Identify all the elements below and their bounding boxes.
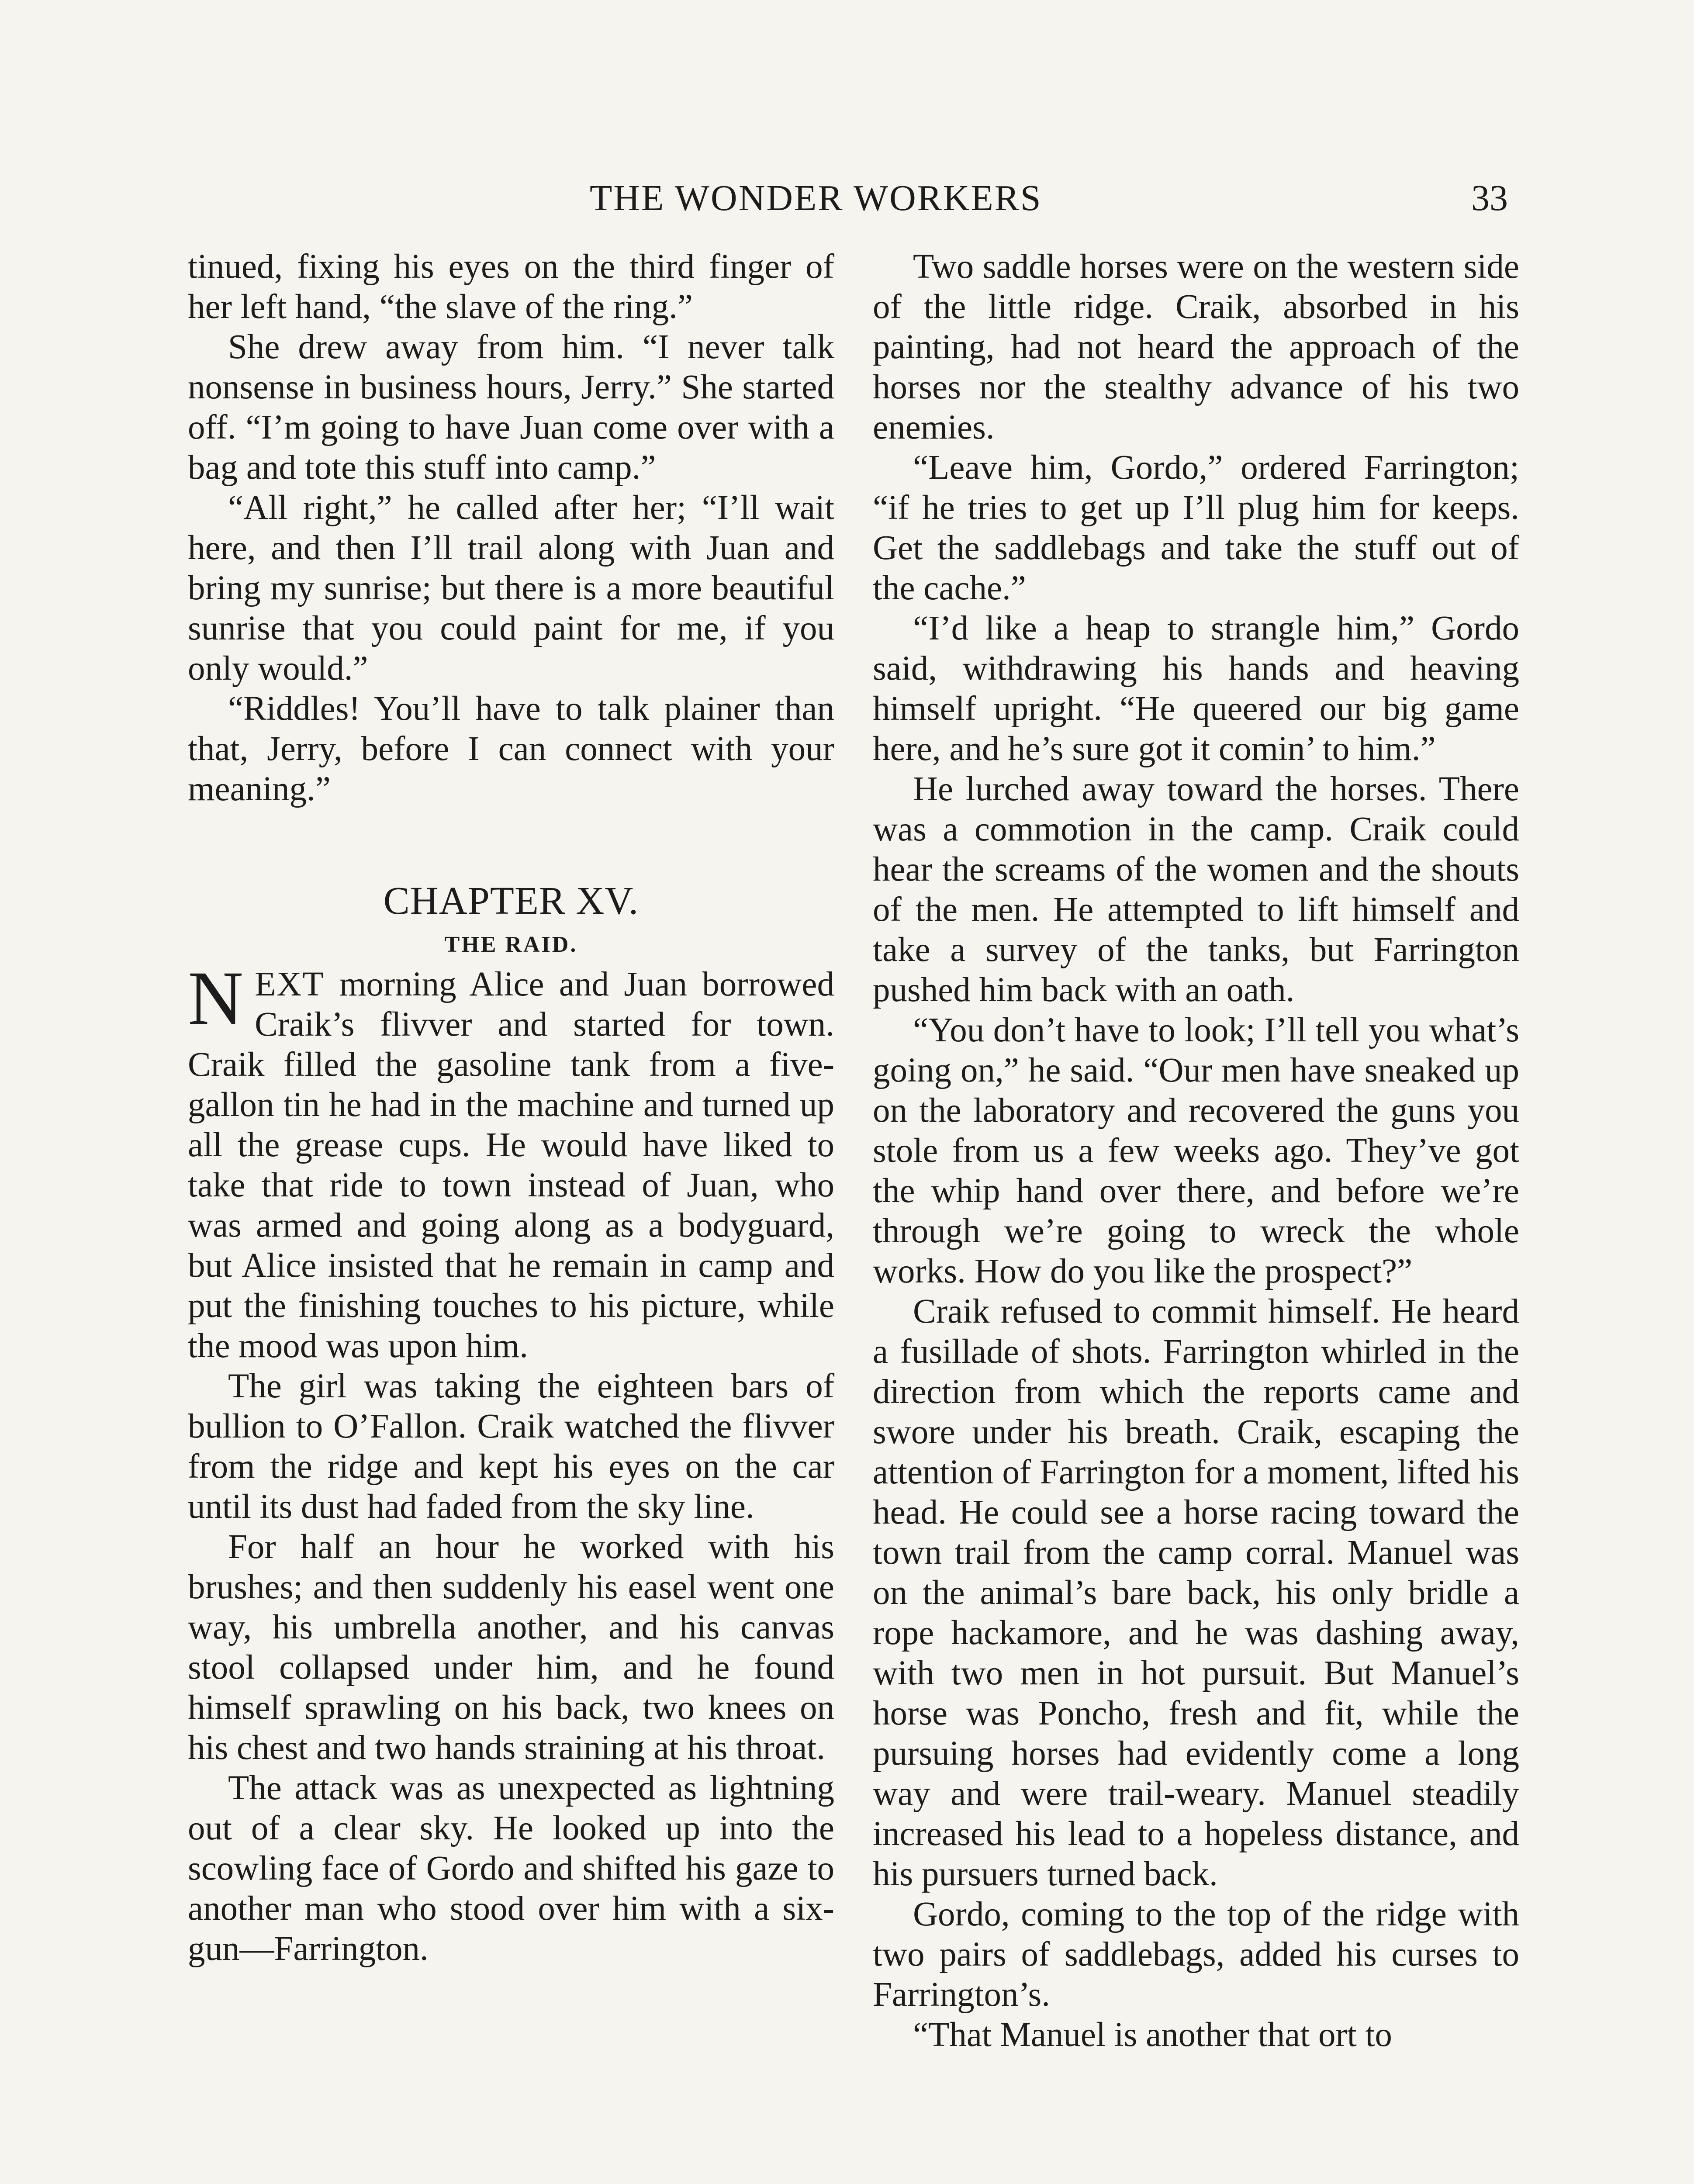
paragraph: For half an hour he worked with his brushes; and then suddenly his easel went one way, his umbrella another, and his canvas stool collapsed under him, and he found himself sprawling on his back, two knees on his chest and two hands straining at his throat. (188, 1528, 834, 1767)
paragraph: “That Manuel is another that ort to (913, 2016, 1392, 2054)
chapter-title: CHAPTER XV. (383, 879, 639, 923)
opening-small-caps: EXT (255, 965, 325, 1003)
paragraph: “All right,” he called after her; “I’ll wait here, and then I’ll trail along with Juan and bring my sunrise; but there is a more beautiful sunrise that you could paint for me, if you only would.” (188, 489, 834, 688)
chapter-subtitle: THE RAID. (444, 932, 578, 957)
paragraph: “I’d like a heap to strangle him,” Gordo said, withdrawing his hands and heaving himself upright. “He queered our big game here, and he’s sure got it comin’ to him.” (873, 609, 1519, 768)
paragraph: “Leave him, Gordo,” ordered Farrington; “if he tries to get up I’ll plug him for keeps. Get the saddlebags and take the stuff out of the cache.” (873, 449, 1519, 607)
paragraph: Two saddle horses were on the western side of the little ridge. Craik, absorbed in his painting, had not heard the approach of the horses nor the stealthy advance of his two enemies. (873, 248, 1519, 446)
opening-text: morning Alice and Juan borrowed Craik’s flivver and started for town. Craik filled the gasoline tank from a five-gallon tin he had in the machine and turned up all the grease cups. He would have liked to take that ride to town instead of Juan, who was armed and going along as a bodyguard, but Alice insisted that he remain in camp and put the finishing touches to his picture, while the mood was upon him. (188, 965, 834, 1365)
chapter-opening-paragraph (188, 956, 834, 1366)
paragraph: “Riddles! You’ll have to talk plainer than that, Jerry, before I can connect with your meaning.” (188, 690, 834, 808)
paragraph: Craik refused to commit himself. He heard a fusillade of shots. Farrington whirled in the direction from which the reports came and swore under his breath. Craik, escaping the attention of Farrington for a moment, lifted his head. He could see a horse racing toward the town trail from the camp corral. Manuel was on the animal’s bare back, his only bridle a rope hackamore, and he was dashing away, with two men in hot pursuit. But Manuel’s horse was Poncho, fresh and fit, while the pursuing horses had evidently come a long way and were trail-weary. Manuel steadily increased his lead to a hopeless distance, and his pursuers turned back. (873, 1292, 1519, 1893)
paragraph: Gordo, coming to the top of the ridge with two pairs of saddlebags, added his curses to Farrington’s. (873, 1895, 1519, 2014)
page-header (0, 177, 1694, 225)
paragraph: The attack was as unexpected as lightning out of a clear sky. He looked up into the scowling face of Gordo and shifted his gaze to another man who stood over him with a six-gun—Farrington. (188, 1769, 834, 1968)
page-number: 33 (1471, 178, 1508, 218)
drop-cap: N (188, 956, 244, 1041)
paragraph: “You don’t have to look; I’ll tell you what’s going on,” he said. “Our men have sneaked up on the laboratory and recovered the guns you stole from us a few weeks ago. They’ve got the whip hand over there, and before we’re through we’re going to wreck the whole works. How do you like the prospect?” (873, 1011, 1519, 1290)
paragraph: She drew away from him. “I never talk nonsense in business hours, Jerry.” She started off. “I’m going to have Juan come over with a bag and tote this stuff into camp.” (188, 328, 834, 487)
left-column (188, 247, 834, 2184)
paragraph: The girl was taking the eighteen bars of bullion to O’Fallon. Craik watched the flivver from the ridge and kept his eyes on the car until its dust had faded from the sky line. (188, 1367, 834, 1526)
running-title: THE WONDER WORKERS (590, 178, 1042, 218)
paragraph: He lurched away toward the horses. There was a commotion in the camp. Craik could hear the screams of the women and the shouts of the men. He attempted to lift himself and take a survey of the tanks, but Farrington pushed him back with an oath. (873, 770, 1519, 1009)
paragraph: tinued, fixing his eyes on the third finger of her left hand, “the slave of the ring.” (188, 248, 834, 326)
right-column (873, 247, 1519, 2184)
